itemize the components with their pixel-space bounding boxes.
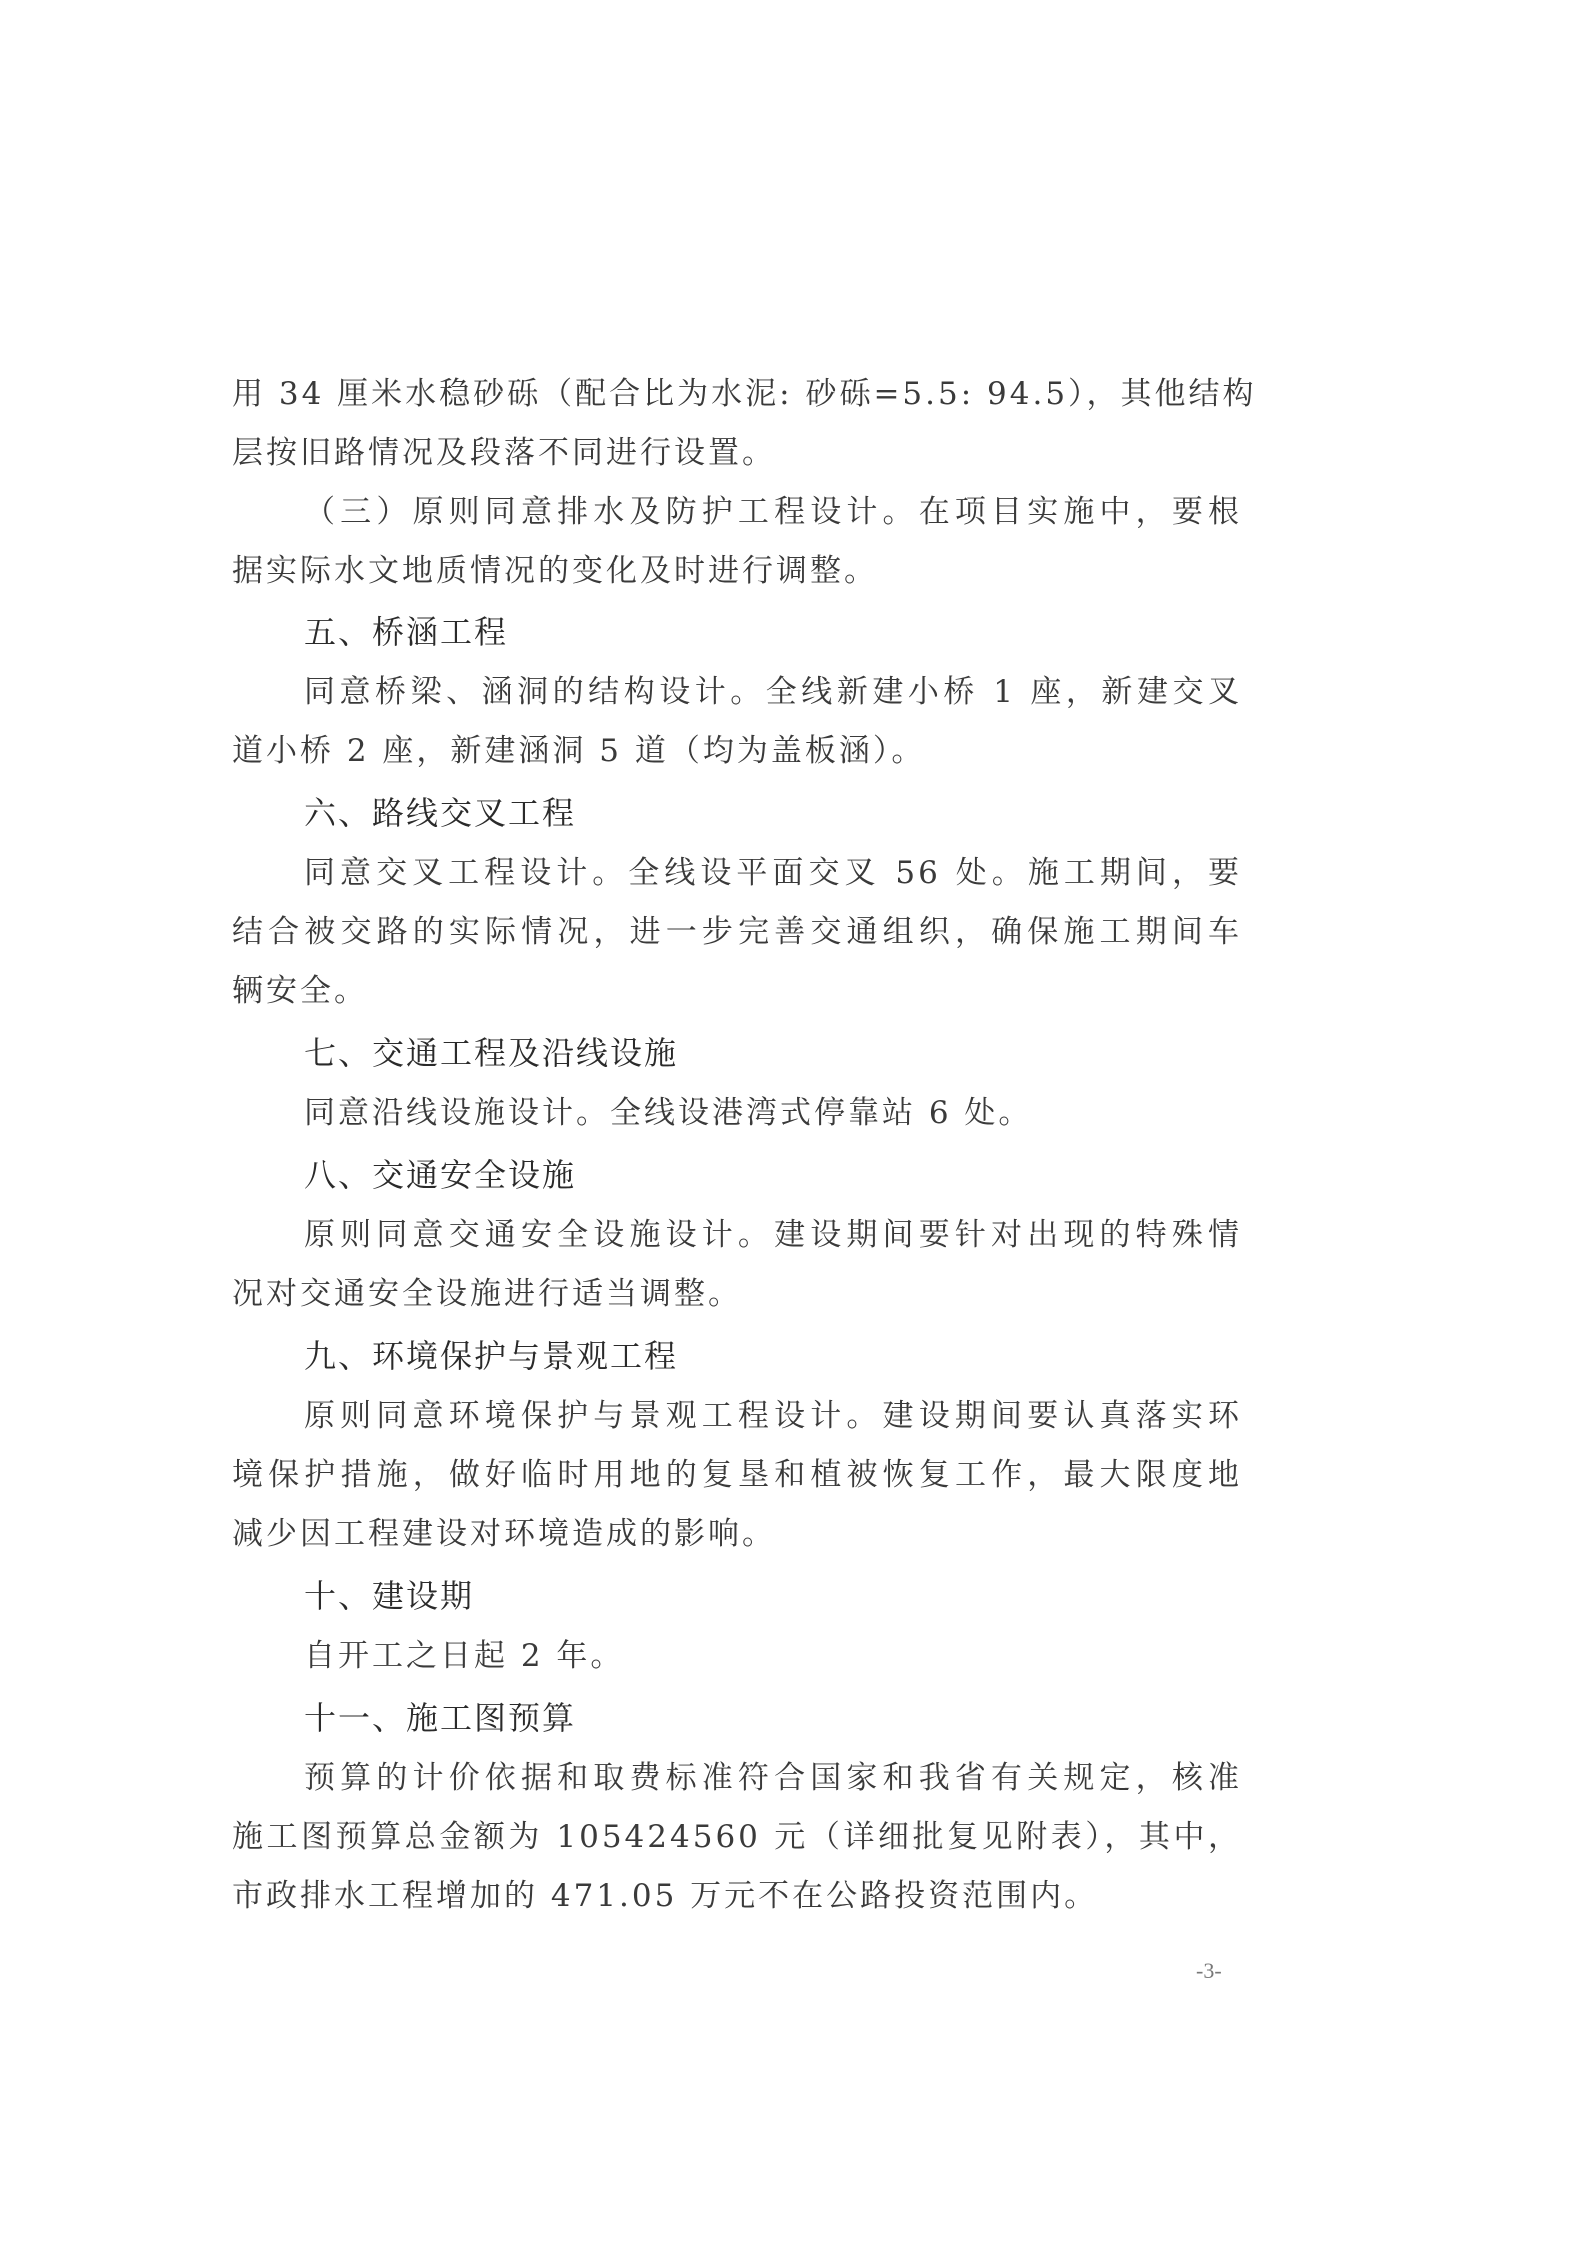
section-heading-six: 六、路线交叉工程 [304,794,577,832]
paragraph-line: 用 34 厘米水稳砂砾（配合比为水泥: 砂砾=5.5: 94.5），其他结构 [232,376,1257,412]
paragraph-line: 自开工之日起 2 年。 [304,1638,625,1674]
paragraph-line: 同意桥梁、涵洞的结构设计。全线新建小桥 1 座，新建交叉 [304,674,1242,710]
page-number: -3- [1196,1958,1222,1983]
section-heading-nine: 九、环境保护与景观工程 [304,1337,679,1375]
paragraph-line: 减少因工程建设对环境造成的影响。 [232,1516,776,1552]
paragraph-line: 况对交通安全设施进行适当调整。 [232,1276,742,1312]
section-heading-five: 五、桥涵工程 [304,613,509,651]
paragraph-line: 市政排水工程增加的 471.05 万元不在公路投资范围内。 [232,1878,1099,1914]
paragraph-line: 层按旧路情况及段落不同进行设置。 [232,435,776,471]
paragraph-line: 原则同意交通安全设施设计。建设期间要针对出现的特殊情 [304,1217,1242,1253]
paragraph-line: 结合被交路的实际情况，进一步完善交通组织，确保施工期间车 [232,914,1242,950]
paragraph-line: 预算的计价依据和取费标准符合国家和我省有关规定，核准 [304,1760,1242,1796]
paragraph-line: 原则同意环境保护与景观工程设计。建设期间要认真落实环 [304,1398,1242,1434]
paragraph-line: （三）原则同意排水及防护工程设计。在项目实施中，要根 [304,494,1242,530]
paragraph-line: 辆安全。 [232,973,368,1009]
section-heading-seven: 七、交通工程及沿线设施 [304,1034,679,1072]
paragraph-line: 同意沿线设施设计。全线设港湾式停靠站 6 处。 [304,1095,1033,1131]
section-heading-ten: 十、建设期 [304,1577,475,1615]
paragraph-line: 据实际水文地质情况的变化及时进行调整。 [232,553,878,589]
paragraph-line: 施工图预算总金额为 105424560 元（详细批复见附表），其中， [232,1819,1242,1855]
section-heading-eleven: 十一、施工图预算 [304,1699,577,1737]
paragraph-line: 境保护措施，做好临时用地的复垦和植被恢复工作，最大限度地 [232,1457,1242,1493]
paragraph-line: 同意交叉工程设计。全线设平面交叉 56 处。施工期间，要 [304,855,1242,891]
paragraph-line: 道小桥 2 座，新建涵洞 5 道（均为盖板涵）。 [232,733,926,769]
section-heading-eight: 八、交通安全设施 [304,1156,577,1194]
